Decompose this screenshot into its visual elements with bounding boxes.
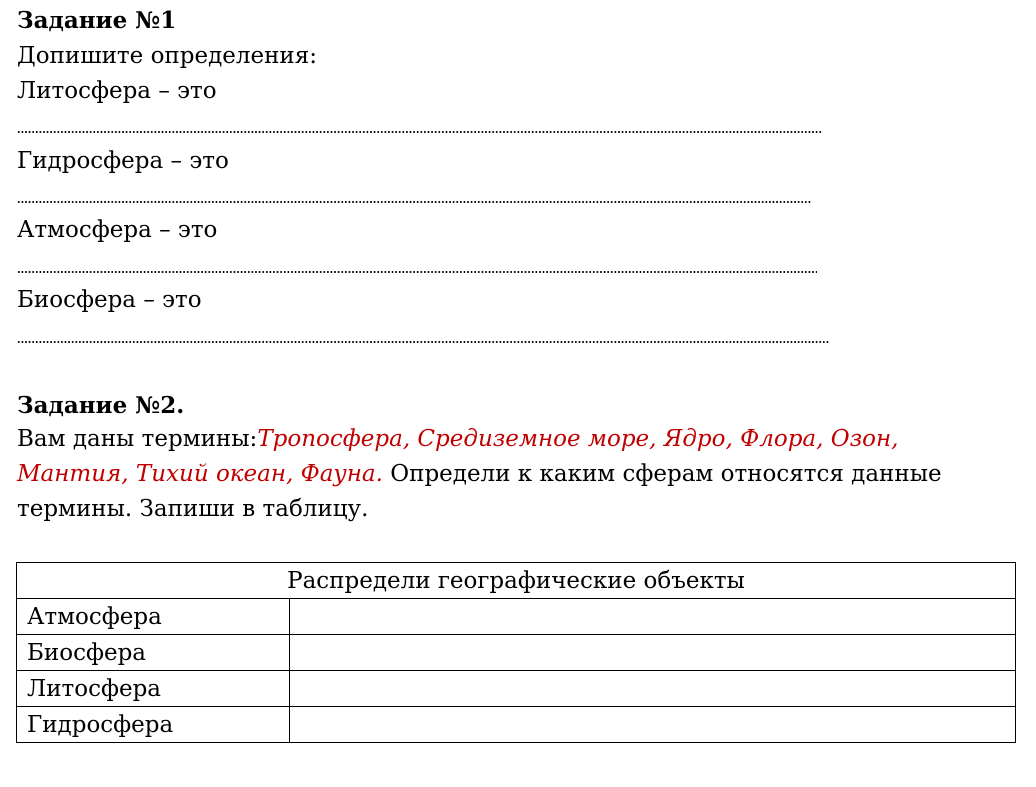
- table-header-row: [17, 563, 1016, 599]
- answer-line-lithosphere[interactable]: [17, 130, 823, 134]
- answer-cell-atmosphere[interactable]: [290, 599, 1016, 635]
- answer-line-atmosphere[interactable]: [17, 270, 817, 274]
- row-label-biosphere: Биосфера: [17, 635, 290, 671]
- answer-line-biosphere[interactable]: [17, 340, 830, 344]
- task2-intro: Вам даны термины:: [17, 426, 258, 452]
- definition-lithosphere: Литосфера – это: [17, 78, 217, 104]
- table-row: [17, 599, 1016, 635]
- row-label-lithosphere: Литосфера: [17, 671, 290, 707]
- table-row: [17, 671, 1016, 707]
- answer-cell-lithosphere[interactable]: [290, 671, 1016, 707]
- task2-terms: Тропосфера, Средиземное море, Ядро, Флора, Озон, Мантия, Тихий океан, Фауна.: [17, 426, 899, 487]
- task2-paragraph: [17, 422, 1017, 527]
- task1-title: Задание №1: [17, 7, 177, 34]
- row-label-hydrosphere: Гидросфера: [17, 707, 290, 743]
- table-header: Распредели географические объекты: [17, 563, 1016, 599]
- spheres-table: [16, 562, 1016, 743]
- task1-instruction: Допишите определения:: [17, 43, 317, 69]
- answer-line-hydrosphere[interactable]: [17, 200, 811, 204]
- row-label-atmosphere: Атмосфера: [17, 599, 290, 635]
- task2-instruction: Определи к каким сферам относятся данные термины. Запиши в таблицу.: [17, 461, 942, 522]
- table-row: [17, 707, 1016, 743]
- definition-biosphere: Биосфера – это: [17, 287, 202, 313]
- answer-cell-biosphere[interactable]: [290, 635, 1016, 671]
- definition-hydrosphere: Гидросфера – это: [17, 148, 229, 174]
- definition-atmosphere: Атмосфера – это: [17, 217, 218, 243]
- answer-cell-hydrosphere[interactable]: [290, 707, 1016, 743]
- task2-title: Задание №2.: [17, 392, 185, 419]
- table-row: [17, 635, 1016, 671]
